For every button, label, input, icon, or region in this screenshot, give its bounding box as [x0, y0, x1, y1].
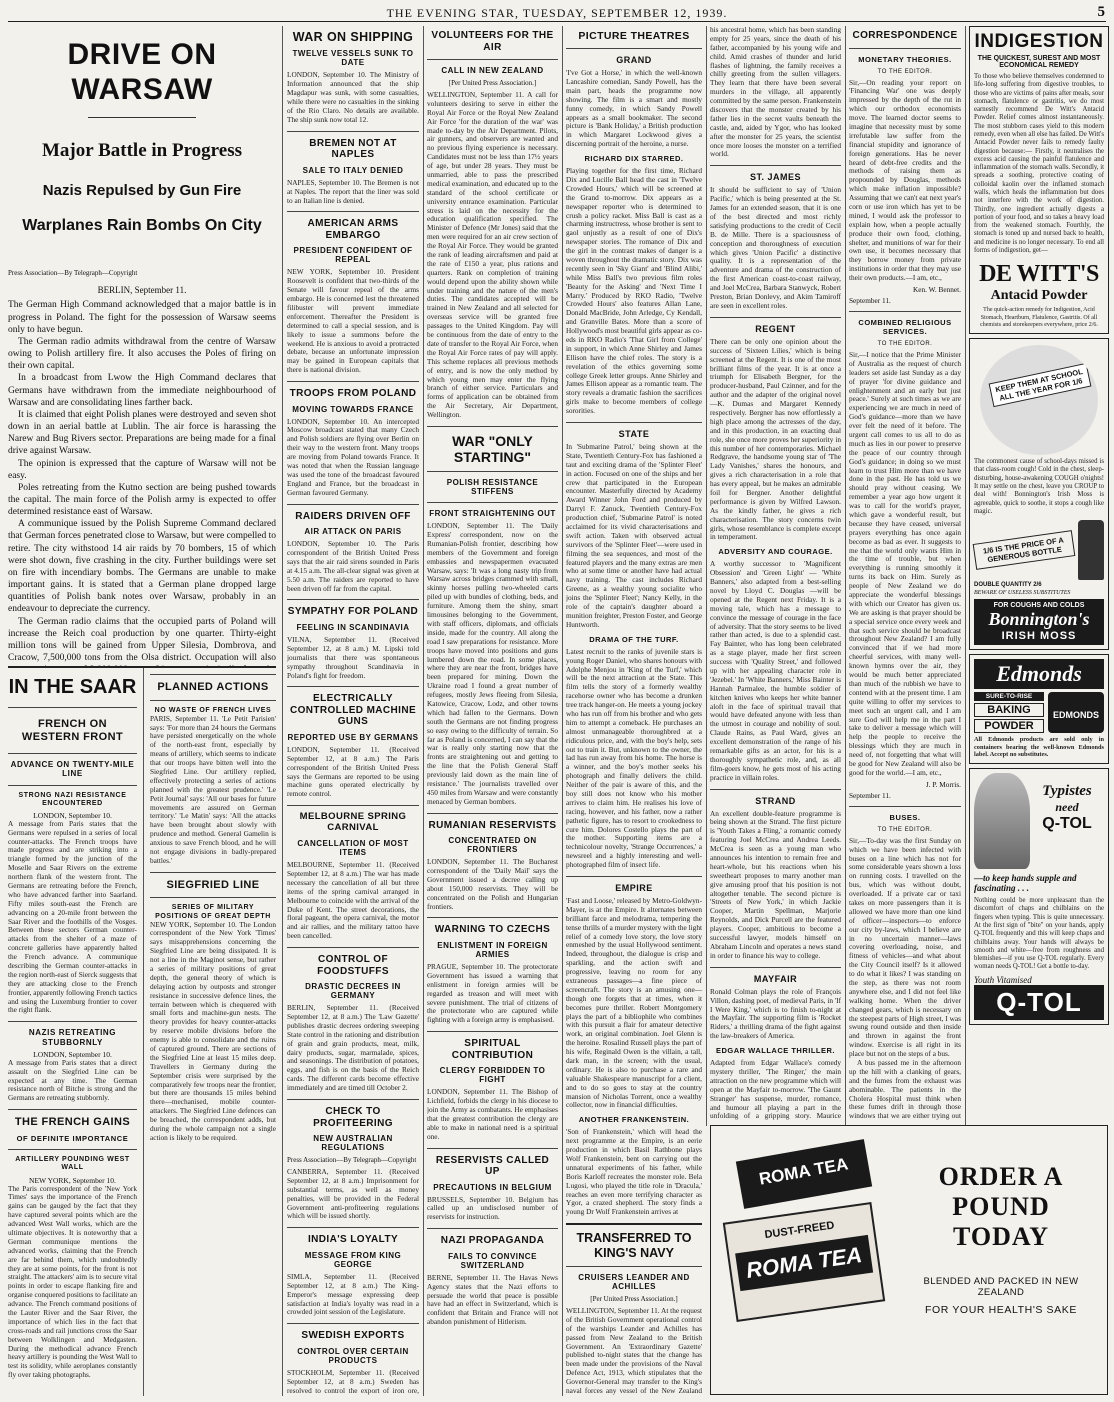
article-body: MELBOURNE, September 11. (Received September 12, at 8 a.m.) The war has made necessary the cancellation of all but three items of the spring carnival arranged in Melbourne to coincide with the arrival of the Duke of Kent. The street decorations, the floral pageant, the opera carnival, the motor and air rallies, and the military tattoo have been cancelled.	[287, 860, 419, 941]
woman-illustration	[974, 773, 1030, 869]
subheadline: ARTILLERY POUNDING WEST WALL	[15, 1156, 130, 1172]
article-body: LONDON, September 11. The Bishop of Lichfield, forbids the clergy in his diocese to join the Army as combatants. He emphasises that the greatest contribution the clergy are able to make in national need is a spiritual one.	[427, 1087, 558, 1141]
ad-header	[974, 773, 1104, 869]
ad-powder: POWDER	[974, 719, 1044, 733]
divider	[427, 59, 558, 60]
article-body: Playing together for the first time, Richard Dix and Lucille Ball head the cast in 'Twelve Crowded Hours,' which will be screened at the Grand to-morrow. Dix appears as a newspaper reporter who is determined to crush a policy racket. Miss Ball is cast as a charming instructress, whose brother is sent to gaol unjustly as a result of one of Dix's newspaper stories. The romance of Dix and the girl in the contrast makes of danger is a woven throughout the dramatic story. Dix was recently seen in 'Sky Giant' and 'Blind Alibi,' while Miss Ball's two previous film roles 'Beauty for the Asking' and 'Next Time I Marry.' Produced by RKO Radio, 'Twelve Crowded Hours' also features Allan Lane, Donald MacBride, John Arledge, Cy Kendall, and Granville Bates. More than a score of Hollywood's most beautiful girls appear as co-eds in RKO Radio's 'That Girl from College' in support, in which Anne Shirley and James Ellison have the chief roles. The story is a revelation of the ethics governing some college Greek letter groups. Anne Shirley and James Ellison appear as a romantic team. The story reveals a dramatic fashion the sacrifices girls make to become members of college sororities.	[566, 166, 702, 416]
headline: RESERVISTS CALLED UP	[435, 1154, 550, 1178]
article-body: VILNA, September 11. (Received September 12, at 8 a.m.) M. Lipski told journalists that there was spontaneous sympathy throughout Scandinavia in Poland's fight for freedom.	[287, 634, 419, 680]
headline: RUMANIAN RESERVISTS	[428, 819, 557, 831]
tea-packet-brand: ROMA TEA	[735, 1235, 873, 1291]
divider	[150, 700, 276, 701]
divider	[710, 317, 841, 318]
column-rule	[143, 668, 144, 1396]
headline: NAZI PROPAGANDA	[440, 1235, 545, 1247]
headline: TRANSFERRED TO KING'S NAVY	[576, 1231, 692, 1260]
deck: POLISH RESISTANCE STIFFENS	[446, 478, 539, 497]
article-body: STOCKHOLM, September 11. (Received September 12, at 8 a.m.) Sweden has resolved to control the export of iron ore,	[287, 1367, 419, 1395]
ad-title: Q-TOL	[1042, 815, 1092, 833]
section-title: MAYFAIR	[753, 973, 798, 984]
ad-baking: BAKING	[974, 703, 1044, 717]
article-drive-on-warsaw	[8, 26, 276, 666]
ad-brand-block	[974, 599, 1104, 645]
dateline: LONDON, September 10.	[33, 1049, 112, 1059]
column-6-correspondence	[849, 26, 961, 1121]
divider	[710, 789, 841, 790]
ad-headline: TODAY	[952, 1222, 1050, 1251]
divider	[287, 1323, 419, 1324]
column-7-advertisements	[969, 26, 1109, 1121]
article-body: BERLIN, September 11. (Received September 12, at 8 a.m.) The 'Law Gazette' publishes drastic decrees ordering sweeping State control in the rationing and distribution of grain and grain products, meat, milk, dairy products, sugar, marmalade, spices, and seasonings. The distribution of potatoes, eggs, and fish is on the basis of the Reich cards. The different cards become effective immediately and are timed till October 2.	[287, 1003, 419, 1093]
ad-double: DOUBLE QUANTITY 2/6	[974, 582, 1042, 589]
article-body: PARIS, September 11. 'Le Petit Parisien' says: 'For more than 24 hours the Germans have persisted energetically on the whole of the north-east front, especially by means of artillery, which seems to indicate that our troops have bitten well into the Siegfried Line. Our artillery replied, effectively protecting a series of actions planned with the greatest prudence.' 'Le Petit Journal' says: 'All our bases for future movements are assured on German territory.' 'Le Matin' says: 'All the attacks have been brought about slowly with prudence and method. General Gamelin is anxious to save French blood, and he will not engage divisions in badly-prepared battles.'	[149, 713, 276, 865]
headline: IN THE SAAR	[8, 676, 137, 698]
divider	[849, 806, 961, 807]
section-subtitle: ADVERSITY AND COURAGE.	[718, 547, 833, 557]
headline: VOLUNTEERS FOR THE AIR	[431, 30, 554, 53]
tea-packet: ROMA TEA	[736, 1139, 872, 1209]
letter-signature: J. P. Morris.	[925, 779, 961, 789]
headline: WAR ON SHIPPING	[292, 30, 414, 44]
credit-line: Press Association—By Telegraph—Copyright	[8, 269, 138, 278]
letter-title: COMBINED RELIGIOUS SERVICES.	[858, 317, 952, 336]
divider	[150, 897, 276, 898]
ad-footer: The quick-action remedy for Indigestion, Acid Stomach, Heartburn, Flatulence, Gastritis. Of all chemists and storekeepers everywhere, price 2/6.	[980, 307, 1098, 328]
headline: BREMEN NOT AT NAPLES	[309, 137, 397, 161]
divider	[8, 1149, 137, 1150]
article-body: A message from Paris states that the Germans were repulsed in a series of local counter-attacks. The French troops have made progress and are striking into a triangle formed by the junction of the Moselle and Saar Rivers on the extreme northern flank of the western front. The Germans are retreating before the French, who have advanced farther into Saarland. Fifty miles south-east the French are advancing on a 20-mile front between the Saar River and the foothills of the Vosges. Between these sectors German counter-attacks from the shelter of a maze of concrete galleries have apparently halted the French advance. A communique describing the German counter-attacks in the region north-east of Sierck suggests that they are attacking close to the French frontier, apparently following French tactics and using the Luxemburg frontier to cover the right flank.	[8, 818, 137, 1015]
article-body: The Paris correspondent of the 'New York Times' says the importance of the French gains can be gauged by the fact that they have captured several points which are the advanced West Wall works, which are the ultimate objectives. It is noteworthy that a German communique mentions the advanced works, claiming that the French are far behind them, which undoubtedly they are at some points, for the front is not straight. The attackers' aim is to secure vital points in order to escape flanking fire and organise conquered positions to facilitate an advance. The French command positions of the Lauter River and the Saar River, the importance of which lies in the fact that cross-roads and rail junctions cross the Saar between Wolklingen and Medgasten. During the methodical advance French heavy artillery is pounding the West Wall to test its solidity, while aeroplanes constantly fly over taking photographs.	[8, 1183, 137, 1380]
deck: AIR ATTACK ON PARIS	[304, 527, 402, 537]
article-paragraph: Poles retreating from the Kutno section are being pushed towards the capital. The main force of the Polish army is expected to offer determined resistance east of Warsaw.	[8, 482, 276, 518]
divider	[287, 211, 419, 212]
column-5-theatres-cont	[710, 26, 841, 1121]
article-body: An excellent double-feature programme is being shown at the Strand. The first picture is 'Youth Takes a Fling,' a romantic comedy featuring Joel McCrea and Andrea Leeds. McCrea is seen as a young man who announces his intention to remain free and heart-whole, but his reactions when his sweetheart proposes to marry another man give amusing proof that his position is not altogether tenable. The second picture is 'Streets of New York,' in which Jackie Cooper, Martin Spellman, Marjorie Reynolds, and Dick Purcell are the featured players. Cooper, ambitious to become a successful lawyer, models himself on Abraham Lincoln and operates a news stand in order to finance his way to college.	[710, 808, 841, 960]
divider	[88, 117, 195, 118]
divider	[710, 967, 841, 968]
column-rule	[965, 26, 966, 1126]
article-body: Latest recruit to the ranks of juvenile stars is young Roger Daniel, who shares honours with Adolphe Menjou in 'King of the Turf,' which will be the next attraction at the State. This film tells the story of a formerly wealthy racehorse owner who has become a drunken tree track hanger-on. He meets a young jockey who has run off from his brother and who gets him to attempt a comeback. He purchases an almost unmanageable thoroughbred at a ridiculous price, and, with the boy's help, sets out to train it. But, unknown to the owner, the lad has run away from his home. The horse is a winner, and the boy's mother seeks his photograph and finally delivers the child. Neither of the pair is aware of this, and the boy still does not know who his mother arrives to claim him. He realises his love of racing, however, and his father, now a rather pathetic figure, has to resort to crookedness to cure him. Dolores Costello plays the part of the mother. Supporting items are a technicolour novelty, 'Strange Occurrences,' a newsreel and a highly interesting and well-photographed film of insect life.	[566, 646, 702, 870]
ad-brand-tagline: FOR COUGHS AND COLDS	[993, 602, 1085, 610]
tea-packet-label: DUST-FREED	[763, 1219, 836, 1242]
subheadline: NO WASTE OF FRENCH LIVES	[154, 706, 272, 714]
article-body: WELLINGTON, September 11. A call for volunteers desiring to serve in either the Royal Air Force or the Royal New Zealand Air Force 'for the duration of the war' was made to-day by the Air Department. Pilots, air gunners, and observers are wanted and no previous flying experience is necessary. Candidates must not be less than 17½ years of age, but under 28 years. They must be unmarried, able to pass the prescribed medical examination, and educated up to the standard of the school certificate or university entrance examination. Particular stress is laid on the necessity for the education qualification specified. The Minister of Defence (Mr Jones) said that the men were required for an air crew section of the Royal Air Force. They would be granted the rank of leading aircraftsmen and paid at the rate of £150 a year, plus rations and quarters. Rank on completion of training would depend upon the ability shown while under training and the nature of the men's duties. The candidates accepted will be trained in New Zealand and all selected for overseas service will be granted free passages to the United Kingdom. Pay will be continuous from the date of entry to the date of transfer to the Royal Air Force, when the Royal Air Force rates of pay will apply. This scheme replaces all previous methods of entry, and is now the only method by which young men may enter the flying branch of either service. Particulars and forms of application can be obtained from the Air Secretary, Air Department, Wellington.	[427, 90, 558, 420]
ad-subtitle: BLENDED AND PACKED IN NEW ZEALAND	[923, 1276, 1079, 1298]
headline: CONTROL OF FOODSTUFFS	[317, 954, 389, 977]
headline: AMERICAN ARMS EMBARGO	[307, 218, 399, 241]
ad-warning: BEWARE OF USELESS SUBSTITUTES	[974, 590, 1071, 597]
deck: DRASTIC DECREES IN GERMANY	[305, 982, 401, 1001]
letter-body: A bus passed me in the afternoon up the hill with a clanking of gears, and the fumes from the exhaust was abominable. The patients in the Cholera Hospital must think when these fumes drift in through those windows that we are either trying out	[849, 1058, 961, 1121]
article-body: BERNE, September 11. The Havas News Agency states that the Nazi efforts to persuade the world that peace is possible have had an effect in Switzerland, which is confident that Britain and France will not abandon punishment of Hitlerism.	[427, 1272, 558, 1327]
ad-brand: Q-TOL	[974, 985, 1104, 1020]
article-body: 'Fast and Loose,' released by Metro-Goldwyn-Mayer, is at the Empire. It alternates between brilliant farce and melodrama, tempering the tense thrills of a murder mystery with the light relief of a comedy love story, the love story enmeshed by the usual Hollywood sentiment. Indeed, throughout, the dialogue is crisp and sparkling, and the action swift and progressive, leaving no room for any extraneous passages—a fine piece of screencraft. The story is an amusing one—though one forgets that at times, when it becomes pure thriller. Robert Montgomery plays the part of a bibliophile who combines with this pursuit a flair for amateur detective work, an original combination. Joel Glenn is the heroine. Rosalind Russell plays the part of his wife, Reginald Owen is the villain, a tall, dark man, in the screen; with the usual, ordinary. He is also to purchase a rare and valuable Shakespeare manuscript for a client, and to do so goes to stay at the country mansion of Nicholas Torrent, once a wealthy collector, now in financial difficulties.	[566, 895, 702, 1110]
subheadline: PLANNED ACTIONS	[157, 681, 269, 693]
letter-date: September 11.	[849, 295, 891, 305]
article-body: LONDON, September 11. The Bucharest correspondent of the 'Daily Mail' says the Government issued a decree calling up about 150,000 reservists. They will be concentrated on the Polish and Hungarian frontiers.	[427, 857, 558, 911]
section-title: GRAND	[616, 55, 652, 66]
column-rule	[562, 26, 563, 1396]
divider	[427, 917, 558, 918]
ad-brand-product: Antacid Powder	[990, 288, 1088, 304]
ad-tagline: —to keep hands supple and fascinating . . .	[974, 873, 1077, 894]
deck: CLERGY FORBIDDEN TO FIGHT	[439, 1066, 546, 1085]
headline: ELECTRICALLY CONTROLLED MACHINE GUNS	[289, 693, 417, 728]
ad-subtitle: SURE-TO-RISE	[974, 692, 1044, 701]
letter-salutation: TO THE EDITOR.	[877, 826, 933, 833]
ad-edmonds	[969, 654, 1109, 764]
letter-body: Sir,—To-day was the first Sunday on which we have been infected with buses on a line which has not for some considerable years shown a loss on running costs. I travelled on the bus, which was without doubt, overloaded. If a private car or taxi takes on more passengers than it is allowed we have more than one kind of officer—inspectors—to enforce our city by-laws, which I believe are in no uncertain manner—laws covering overloading, noise, and fitness of vehicles—and what about the City Council itself? Is it allowed to do what it likes? I was standing on the step, as there was not room anywhere else, and I did not feel like walking home. When the driver changed gears, which is necessary on the steepest parts of High street, I was swung round outside and then inside and thrown in against the front window. Exercise is all right in its place but not on the steps of a bus.	[849, 835, 961, 1059]
headline: PICTURE THEATRES	[578, 30, 690, 42]
subheadline: ADVANCE ON TWENTY-MILE LINE	[10, 760, 135, 779]
article-body: LONDON, September 11. (Received September 12, at 8 a.m.) The Paris correspondent of the British United Press says the Germans are reported to be using machine guns operated electrically by remote control.	[287, 744, 419, 799]
headline: TROOPS FROM POLAND	[289, 388, 417, 400]
article-body: CANBERRA, September 11. (Received September 12, at 8 a.m.) Imprisonment for substantial terms, as well as money penalties, will be provided in the Federal Government anti-profiteering regulations which will be issued shortly.	[287, 1167, 419, 1221]
article-body: A worthy successor to 'Magnificent Obsession' and 'Green Light' — 'White Banners,' also adapted from a best-selling novel by Lloyd C. Douglas —will be opened at the Regent next Friday. It is a moving tale, which has a message to convince the message of courage in the face of adversity. That the story seems to be lived rather than acted, is due to a splendid cast. Fay Bainter, who has long been celebrated as a stage player, made her first screen success with 'Quality Street,' and followed up with her appealing character role in 'Jezebel.' In 'White Banners,' Miss Bainter is Hannah Parmalee, the humble soldier of kitchen knives who keeps her white banner aloft in the face of spiritual travail that would have defeated anyone with less than the utmost in courage and nobility of soul. Claude Rains, as Paul Ward, gives an excellent demonstration of the range of his remarkable gifts as an actor, for his is a thoroughly sympathetic role, and, as all film-goers know, he gets most of his acting practice in villain roles.	[710, 559, 841, 782]
article-body: 'Son of Frankenstein,' which will head the next programme at the Empire, is an eerie production in which Basil Rathbone plays Wolf Frankenstein, bent on carrying out the unnatural experiments of his father, while Boris Karloff recreates the monster role. Bela Lugosi, who played the title role in 'Dracula,' reaches an even more terrifying character as Ygor, a crazed shepherd. The story finds a young Dr Wolf Frankenstein arrives at	[566, 1127, 702, 1217]
article-body: Ronald Colman plays the role of François Villon, dashing poet, of medieval Paris, in 'If I Were King,' which is to finish to-night at the Mayfair. The supporting film is 'Rocket Riders,' a thrilling drama of the fight against the law-breakers of America.	[710, 986, 841, 1041]
ad-product-text	[974, 692, 1044, 733]
tea-packet-front	[723, 1202, 885, 1322]
article-body: NEW YORK, September 10. The London correspondent of the New York 'Times' says misapprehensions concerning the Siegfried Line are being dissipated. It is not a line in the Maginot sense, but rather a series of military positions of great depth, the general theory of which is delaying action by outposts and stronger resistance in successive defence lines, the terrain between which is chequered with small forts and machine-gun nests. The theory provides for heavy counter-attacks by reserve mobile divisions before the enemy is able to consolidate and the ruins of captured ground. There are sections of the Siegfried Line at least 15 miles deep. Travellers in Germany during the September crisis were surprised by the comparatively few troops near the frontier, but there are thousands 15 miles behind there—mechanised, mobile counter-attackers. The Siegfried Line defences can be breached, the correspondent adds, but during the whole campaign not a single action is likely to be required.	[149, 919, 276, 1142]
ad-qtol	[969, 768, 1109, 1025]
subheadline: SIEGFRIED LINE	[166, 878, 260, 891]
divider	[849, 311, 961, 312]
subheadline: STRONG NAZI RESISTANCE ENCOUNTERED	[18, 791, 127, 807]
headline: SWEDISH EXPORTS	[301, 1330, 405, 1342]
credit-line: [Per United Press Association.]	[448, 79, 537, 87]
subheadline: Major Battle in Progress	[42, 140, 242, 161]
divider	[287, 381, 419, 382]
section-title: EMPIRE	[615, 882, 653, 893]
divider	[427, 1228, 558, 1229]
divider	[287, 947, 419, 948]
divider	[427, 1031, 558, 1032]
article-in-the-saar	[8, 666, 276, 1396]
article-paragraph: In a broadcast from Lwow the High Command declares that Germans have withdrawn from the immediate neighbourhood of Warsaw and are consolidating lines farther back.	[8, 373, 276, 408]
ad-body: Nothing could be more unpleasant than the discomfort of chaps and chilblains on the fingers when typing. This is quite unnecessary. At the first sign of "bite" on your hands, apply Q-TOL frequently and this will keep chaps and chilblains away. Your hands will always be smooth and white—free from roughness and blemishes—if you use Q-TOL regularly. Every woman needs Q-TOL! Get a bottle to-day.	[974, 897, 1104, 971]
deck: CONTROL OVER CERTAIN PRODUCTS	[297, 1346, 409, 1365]
headline: CHECK TO PROFITEERING	[313, 1106, 393, 1129]
letter-body: Sir,—On reading your report on 'Financing War' one was deeply impressed by the depth of the rut in which our orthodox economists move. The learned doctor seems to imagine that necessity must by some irrefutable law suffer from the financial stupidity and ignorance of foreign generations. Has he never heard of debt-free credits and the methods of raising them as propounded by Douglas, methods which make inflation impossible? Assuming that we can't eat next year's corn or use iron which has yet to be mined, I would ask the professor to explain how, when a people actually produce their own food, clothing, shelter, and munitions of war for their own use, it becomes necessary that they borrow money from private institutions in order that they may use their own products.—I am, etc.,	[849, 77, 961, 283]
deck: CONCENTRATED ON FRONTIERS	[448, 836, 537, 855]
ad-slogan: Youth Vitamised	[974, 974, 1032, 985]
ad-brand: Bonnington's	[988, 609, 1090, 630]
divider	[287, 599, 419, 600]
divider	[8, 1021, 137, 1022]
saar-col-b	[150, 668, 276, 1396]
article-body: Adapted from Edgar Wallace's comedy mystery thriller, 'The Ringer,' the main attraction on the new programme which will open at the Mayfair to-morrow. 'The Gaunt Stranger' has suspense, murder, romance, and humour all playing a part in the unfolding of a gripping story. Maurice	[710, 1058, 841, 1121]
article-paragraph: A communique issued by the Polish Supreme Command declared that German forces penetrated close to Warsaw, but were compelled to retire. The city withstood 14 air raids by 70 bombers, 15 of which were shot down, five crashing in the city. Further buildings were set on fire with incendiary bombs. The Germans are unable to make important gains. It is stated that a German plane dropped large quantities of Polish bank notes over Warsaw, probably in an endeavour to depreciate the currency.	[8, 519, 276, 615]
ad-title: INDIGESTION	[974, 31, 1104, 52]
deck: REPORTED USE BY GERMANS	[287, 732, 419, 742]
dateline: LONDON, September 10.	[33, 810, 112, 820]
divider	[427, 426, 558, 427]
letter-title: BUSES.	[889, 812, 921, 822]
letter-signature: Ken. W. Bennet.	[912, 284, 961, 294]
section-subtitle: DRAMA OF THE TURF.	[589, 634, 679, 644]
subheadline: FRENCH ON WESTERN FRONT	[21, 718, 124, 743]
article-paragraph: The opinion is expressed that the capture of Warsaw will not be easy.	[8, 458, 276, 481]
column-3	[427, 26, 558, 1396]
headline: WAR "ONLY STARTING"	[452, 432, 533, 466]
tea-packets-illustration	[721, 1136, 891, 1386]
section-title: STRAND	[755, 795, 796, 806]
divider	[287, 686, 419, 687]
subheadline: THE FRENCH GAINS	[14, 1116, 131, 1129]
subheadline: Warplanes Rain Bombs On City	[22, 217, 262, 235]
section-title: REGENT	[755, 323, 796, 334]
deck: FEELING IN SCANDINAVIA	[296, 622, 410, 632]
ad-body: All Edmonds products are sold only in containers bearing the well-known Edmonds label. Accept no substitutes.	[974, 736, 1104, 759]
bottle-icon	[1078, 520, 1104, 580]
deck: ENLISTMENT IN FOREIGN ARMIES	[437, 940, 548, 959]
headline: SYMPATHY FOR POLAND	[287, 606, 419, 618]
letter-salutation: TO THE EDITOR.	[877, 340, 933, 347]
article-body: SIMLA, September 11. (Received September 12, at 8 a.m.) The King-Emperor's message expressing deep satisfaction at India's loyalty was read in a crowded joint session of the Legislature.	[287, 1271, 419, 1317]
divider	[566, 1223, 702, 1225]
deck: TWELVE VESSELS SUNK TO DATE	[292, 49, 414, 68]
headline: INDIA'S LOYALTY	[307, 1234, 399, 1246]
article-body: NEW YORK, September 10. President Roosevelt is confident that two-thirds of the Senate will favour repeal of the arms embargo. He is concerned lest the threatened filibuster will prevent immediate enforcement. Thereafter the President is determined to call a special session, and is likely to issue a summons before the weekend. He is anxious to avoid a protracted debate, because an unfortunate impression may be gained in European capitals that there is national division.	[287, 267, 419, 375]
divider	[427, 1148, 558, 1149]
children-illustration	[980, 345, 1098, 455]
article-body: LONDON, September 11. The 'Daily Express' correspondent, now on the Rumanian-Polish frontier, describing how members of the Government and foreign embassies and newspapermen evacuated Warsaw, says: 'It was a long nasty trip from Warsaw across bridges crammed with small, skinny horses pulling two-wheeled carts piled up with bundles of clothing, beds, and furniture. Among them the shiny, smart limousines belonging to the Government, with staff officers, diplomats, and officials inside, made for the country. All along the road I saw preparations for resistance. More troops have moved into positions and guns lumbered down the road. In some places, where they are near the front, bridges have been prepared for mining. Down the Ukraine road I found a great number of refugees, mostly Jews fleeing from Silesia, Katowice, Cracow, Lodz, and other towns which had fallen to the Germans. Down south the Germans are not finding progress so easy owing to the difficulty of terrain. So far as Poland is concerned, I can say that the war is really only starting now that the fronts are straightening out and getting to the line that the Polish General Staff previously laid down as the main line of resistance.' The journalists travelled over 450 miles from Warsaw and were constantly menaced by German bombers.	[427, 521, 558, 806]
deck: PRECAUTIONS IN BELGIUM	[433, 1182, 552, 1192]
divider	[566, 876, 702, 877]
ad-subtitle: THE QUICKEST, SUREST AND MOST ECONOMICAL REMEDY	[977, 55, 1101, 69]
deck: MESSAGE FROM KING GEORGE	[304, 1250, 402, 1269]
deck: CALL IN NEW ZEALAND	[441, 66, 544, 75]
divider	[287, 805, 419, 806]
section-subtitle: EDGAR WALLACE THRILLER.	[716, 1046, 835, 1056]
letter-salutation: TO THE EDITOR.	[877, 68, 933, 75]
deck: SALE TO ITALY DENIED	[302, 165, 404, 175]
dateline: NEW YORK, September 10.	[29, 1175, 116, 1185]
column-4-picture-theatres	[566, 26, 702, 1396]
article-body: LONDON, September 10. An intercepted Moscow broadcast stated that many Czech and Polish soldiers are flying over Berlin on their way to the western front. Many troops are moving from Poland towards France. It was noted that when the Russian language was used the tone of the broadcast favoured England and France, but the broadcast in German favoured Germany.	[287, 416, 419, 497]
saar-col-a	[8, 668, 137, 1396]
deck: PRESIDENT CONFIDENT OF REPEAL	[293, 246, 413, 265]
article-paragraph: The German High Command acknowledged that a major battle is in progress in Poland. The fight for the possession of Warsaw seems only to have begun.	[8, 300, 276, 335]
article-body	[8, 299, 276, 666]
section-title: STATE	[618, 429, 650, 440]
article-body: BRUSSELS, September 10. Belgium has called up an undisclosed number of reservists for instruction.	[427, 1194, 558, 1222]
article-body: LONDON, September 10. The Paris correspondent of the British United Press says that the air raid sirens sounded in Paris at 4.15 a.m. The all-clear signal was given at 5.50 a.m. The raiders are reported to have been driven off far from the capital.	[287, 539, 419, 593]
divider	[566, 48, 702, 49]
section-subtitle: ANOTHER FRANKENSTEIN.	[578, 1115, 690, 1125]
ad-copy	[901, 1162, 1101, 1316]
ad-brand: Edmonds	[974, 659, 1104, 689]
divider	[8, 1109, 137, 1110]
ad-headline: ORDER A POUND	[938, 1162, 1064, 1221]
divider	[427, 471, 558, 472]
divider	[287, 1099, 419, 1100]
ad-product	[974, 692, 1104, 733]
dateline: BERLIN, September 11.	[97, 285, 187, 296]
subheadline: SERIES OF MILITARY POSITIONS OF GREAT DEPTH	[155, 904, 271, 920]
ad-banner: KEEP THEM AT SCHOOL ALL THE YEAR FOR 1/6	[989, 363, 1092, 407]
article-body: WELLINGTON, September 11. At the request of the British Government operational control of the warships Leander and Achilles has passed from New Zealand to the British Government. An 'Extraordinary Gazette' published to-night states that the change has been made under the provisions of the Naval Defence Act, 1913, which stipulates that the Governor-General may transfer to the King's naval forces any vessel of the New Zealand	[566, 1306, 702, 1396]
ad-title-block	[1030, 773, 1104, 869]
ad-title: Typistes	[1042, 783, 1092, 800]
section-subtitle: RICHARD DIX STARRED.	[584, 154, 684, 164]
headline: MELBOURNE SPRING CARNIVAL	[299, 811, 407, 834]
ad-dewitts	[969, 26, 1109, 334]
article-body: In 'Submarine Patrol,' being shown at the State, Twentieth Century-Fox has fashioned a taut and exciting drama of the 'Splinter Fleet' in action. Focused on one of the ships and her crew that participated in the European encounter. Masterfully directed by Academy Award Winner John Ford and produced by Darryl F. Zanuck, Twentieth Century-Fox production chief, 'Submarine Patrol' is noted acclaimed for its vivid characterisations and swift action. Taken with observed actual survivors of the 'Splinter Fleet'—were used in filming the sea sequences, and most of the featured players and the many extras are men who at some time or another have had actual navy training. The cast includes Richard Greene, as a wealthy young socialite who joins the 'Splinter Fleet'; Nancy Kelly, in the role of the captain's daughter aboard a munition freighter, Preston Foster, and George Huntworth.	[566, 442, 702, 629]
subheadline: Nazis Repulsed by Gun Fire	[42, 181, 242, 199]
ad-subtitle: FOR YOUR HEALTH'S SAKE	[925, 1304, 1077, 1316]
ad-brand-product: IRISH MOSS	[1001, 630, 1077, 643]
subheadline: NAZIS RETREATING STUBBORNLY	[28, 1028, 117, 1047]
ad-body: To those who believe themselves condemned to life-long suffering from digestive troubles, to those who are victims of pains after meals, sour stomach, flatulence or gastritis, we do most earnestly recommend De Witt's Antacid Powder. Relief comes almost instantaneously. The most stubborn cases yield to this modern remedy, even when all else has failed. De Witt's Antacid Powder never fails to remedy faulty digestion because:— Firstly, it neutralises the excess acid causing the painful flatulence and inflammation of the stomach walls. Secondly, it spreads a soothing, protective coating of colloidal kaolin over the inflamed stomach walls, which heals the inflammation but does not interfere with the work of digestion. Thirdly, one ingredient actually digests a portion of your food, and so takes a heavy load from the weakened stomach. Fourthly, the stomach is toned up and nursed back to health, and medicine is no longer necessary. To end all forms of indigestion, get—	[974, 73, 1104, 254]
masthead-title: THE EVENING STAR, TUESDAY, SEPTEMBER 12, 1939.	[386, 6, 728, 20]
ad-price: 1/6 IS THE PRICE OF A GENEROUS BOTTLE	[973, 530, 1076, 570]
divider	[566, 1266, 702, 1267]
article-paragraph: It is claimed that eight Polish planes were destroyed and seven shot down in an aerial battle at Lublin. The air force is harassing the Narew and Bug Rivers sector. Preparations are being made for a final drive against Warsaw.	[8, 409, 276, 457]
article-body: A message from Paris states that a direct assault on the Siegfried Line can be expected at any time. The German resistance north of Bitche is strong and the Germans are retreating stubbornly.	[8, 1057, 137, 1103]
article-body: his ancestral home, which has been standing empty for 25 years, since the death of his father, accompanied by his young wife and child. Amid crashes of thunder and lurid flashes of lightning, the family receives a chilly greeting from the sullen villagers. They learn that there have been several murders in the village, all apparently committed by the same person. Frankenstein discovers that the monster created by his father lies in the secret vaults beneath the castle, and, aided by Ygor, who has looked after the monster for 25 years, the scientist once more looses the monster on a terrified world.	[710, 26, 841, 159]
headline: CORRESPONDENCE	[852, 30, 958, 41]
article-body: NAPLES, September 10. The Bremen is not at Naples. The report that the liner was sold to an Italian line is denied.	[287, 177, 419, 205]
deck: CRUISERS LEANDER AND ACHILLES	[578, 1273, 690, 1292]
ad-brand: DE WITT'S	[979, 261, 1099, 288]
ad-roma-tea	[710, 1125, 1108, 1395]
deck: NEW AUSTRALIAN REGULATIONS	[313, 1134, 393, 1152]
subheadline: OF DEFINITE IMPORTANCE	[16, 1133, 129, 1143]
masthead	[8, 6, 1106, 22]
article-body: PRAGUE, September 10. The protectorate Government has issued a warning that enlistment in foreign armies will be regarded as treason and will meet with severe punishment. The trial of citizens of the protectorate who are captured while fighting with a foreign army is emphasised.	[427, 961, 558, 1025]
column-2	[287, 26, 419, 1396]
divider	[8, 753, 137, 754]
headline: SPIRITUAL CONTRIBUTION	[451, 1038, 534, 1061]
article-body: There can be only one opinion about the success of 'Sixteen Lilies,' which is being screened at the Regent. It is one of the most brilliant films of the year. It is at once a triumph for Elisabeth Bergner, for the producer-husband, Paul Czinner, and for the author and the adapter of the original novel—K. Dumas and Margaret Kennedy respectively. Bergner has now effortlessly a high place among the actresses of the day, and in this production, in an exacting dual role, she once more proves her superiority in this number of her contemporaries. Michael Redgrave, the handsome young star of 'The Lady Vanishes,' shares the honours, and gives a rich characterisation in a role that has every appeal, but he makes an admirable foil for Bergner. Another delightful performance is given by Wilfred Lawson. As the kindly father, he gives a rich characterisation. The story concerns twin girls, whose resemblance is complete except in temperament.	[710, 336, 841, 542]
divider	[287, 504, 419, 505]
page-number: 5	[1097, 4, 1106, 20]
headline: RAIDERS DRIVEN OFF	[295, 510, 411, 522]
column-rule	[423, 26, 424, 1396]
ad-price-block	[974, 520, 1104, 580]
ad-body: The commonest cause of school-days missed is that class-room cough! Cold in the chest, sleep-disturbing, house-awakening COUGH o'nights! It may settle on the chest, leave you CROUP to deal with! Bonnington's Irish Moss is agreeable, quick to soothe, it stops a cough like magic.	[974, 458, 1104, 515]
divider	[8, 707, 137, 708]
letter-date: September 11.	[849, 790, 891, 800]
divider	[427, 813, 558, 814]
article-body: It should be sufficient to say of 'Union Pacific,' which is being presented at the St. James for an extended season, that it is one of the best directed and most richly satisfying productions to the credit of Cecil B. de Mille. There is a spaciousness of conception and thoroughness of execution which gives 'Union Pacific' a distinctive quality. It is a representation of the adventure and drama of the construction of the first American coast-to-coast railway, and Joel McCrea, Barbara Stanwyck, Robert Preston, Brian Donlevy, and Akim Tamiroff are seen in excellent roles.	[710, 185, 841, 310]
divider	[849, 48, 961, 49]
divider	[150, 674, 276, 675]
headline: DRIVE ON WARSAW	[67, 38, 217, 106]
column-rule	[282, 26, 283, 1396]
ad-bonningtons	[969, 338, 1109, 650]
column-rule	[706, 26, 707, 1126]
letter-title: MONETARY THEORIES.	[858, 54, 952, 64]
divider	[150, 872, 276, 873]
ad-title: need	[1055, 800, 1079, 815]
deck: FAILS TO CONVINCE SWITZERLAND	[448, 1251, 537, 1270]
credit-line: Press Association—By Telegraph—Copyright	[287, 1156, 417, 1164]
divider	[566, 422, 702, 423]
section-title: ST. JAMES	[749, 172, 801, 183]
deck: FRONT STRAIGHTENING OUT	[429, 509, 556, 519]
column-rule	[845, 26, 846, 1126]
tin-icon: EDMONDS	[1048, 692, 1104, 733]
article-paragraph: The German radio admits withdrawal from the centre of Warsaw owing to Polish artillery fire. It also accuses the Poles of firing on their own capital.	[8, 336, 276, 372]
article-body: 'I've Got a Horse,' in which the well-known Lancashire comedian, Sandy Powell, has the main part, heads the programme now showing. The film is a smart and mostly funny comedy, in which Sandy Powell appears as a small bookmaker. The second picture is 'Bank Holiday,' a British production in which Margaret Lockwood gives a discerning portrait of the heroine, a nurse.	[566, 68, 702, 149]
divider	[287, 1227, 419, 1228]
deck: CANCELLATION OF MOST ITEMS	[297, 839, 409, 858]
letter-body: Sir,—I notice that the Prime Minister of Australia as the request of church leaders set aside last Sunday as a day of prayer 'for divine guidance and enlightenment and an early but just peace.' Surely at such times as we are experiencing we are much in need of God's guidance—more than we have ever felt the need of it before. The urgent call comes to us all to do as much as lies in our power to preserve the peace of our country through God's guidance; in doing so we must learn to trust Him more than we have done in the past. He has told us we should pray without ceasing. We remember a year ago how urgent it was to call for the world's prayer, which gave a wonderful result, but because they have ceased, universal prayers everything has once again become as bad as ever. It suggests to me that the world only wants Him in the time of trouble, but when everything is running smoothly it turns its back on Him. Surely as people of New Zealand we do appreciate the wonderful blessings with which our Creator has given us. We are asking is that prayer should be a special service once every week and that such service should be broadcast throughout New Zealand? I am fully convinced that if we had more cheerful services, with many well-known hymns over the air, they would be much better appreciated than much of the rubbish we have to contend with at the present time. I am quite willing to offer my services to meet such an urgent call, and I am sure God will help me in the part I take to deliver a message which will help the people to receive the blessings which they are much in need of, not forgetting that what will be good for New Zealand will also be good for the world.—I am, etc.,	[849, 349, 961, 777]
article-body: LONDON, September 10. The Ministry of Information announced that the ship Magdapur was sunk, with some casualties, while there were no casualties in the sinking of the Rio Claro. No details are available. The ship sunk now total 12.	[287, 70, 419, 124]
divider	[710, 165, 841, 166]
article-paragraph: The German radio claims that the occupied parts of Poland will increase the Reich coal production by one quarter. Thirty-eight million tons will be gained from Upper Silesia, Dombrova, and Cracow, 7,500,000 tons from the Olsa district. Occupation will also	[8, 616, 276, 664]
divider	[427, 502, 558, 503]
divider	[287, 131, 419, 132]
divider	[8, 785, 137, 786]
credit-line: [Per United Press Association.]	[590, 1295, 678, 1304]
headline: WARNING TO CZECHS	[434, 924, 551, 936]
deck: MOVING TOWARDS FRANCE	[292, 404, 414, 414]
